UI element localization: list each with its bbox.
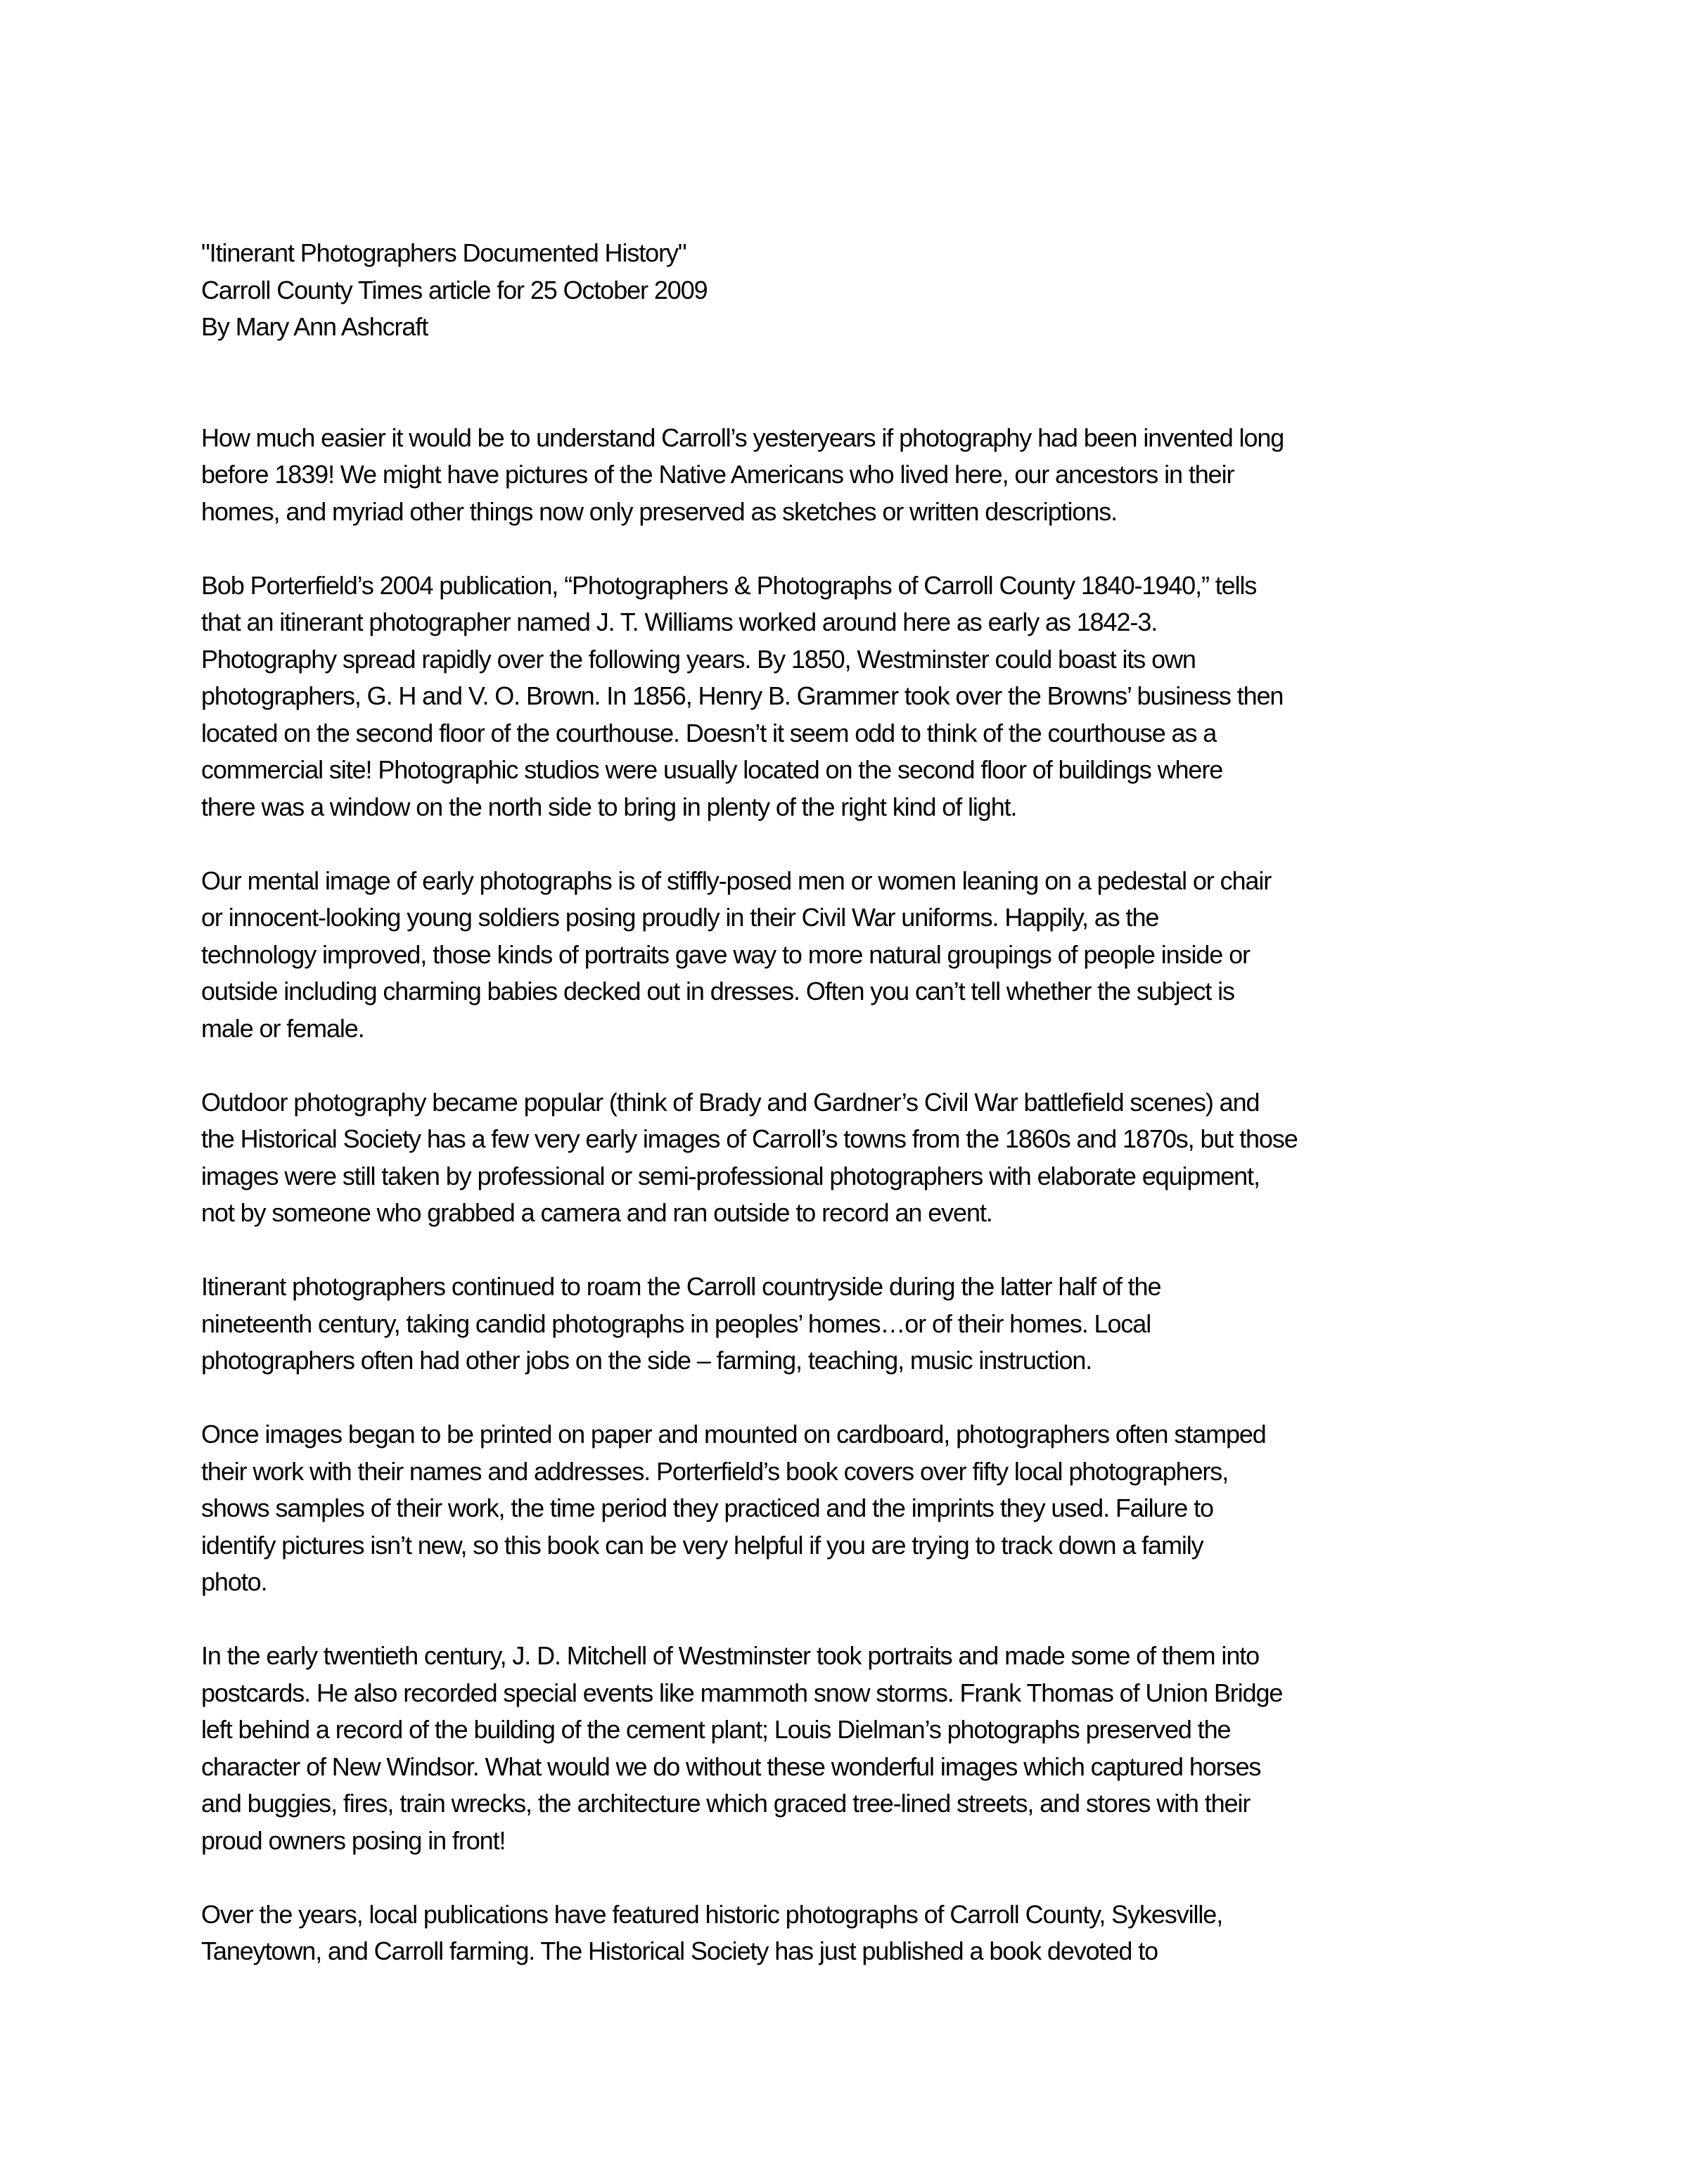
text-line: before 1839! We might have pictures of the Native Americans who lived here, our ancestors in their [201,460,1234,489]
text-line: male or female. [201,1013,364,1043]
text-line: postcards. He also recorded special events like mammoth snow storms. Frank Thomas of Union Bridge [201,1678,1283,1707]
text-line: or innocent-looking young soldiers posing proudly in their Civil War uniforms. Happily, as the [201,903,1159,932]
paragraph-2 [201,567,1523,826]
text-line: there was a window on the north side to bring in plenty of the right kind of light. [201,792,1017,821]
spacer [201,1859,1523,1896]
spacer [201,530,1523,567]
text-line: homes, and myriad other things now only preserved as sketches or written descriptions. [201,496,1118,526]
byline: By Mary Ann Ashcraft [201,312,428,341]
spacer [201,1380,1523,1417]
text-line: photographers often had other jobs on the side – farming, teaching, music instruction. [201,1346,1092,1375]
text-line: left behind a record of the building of the cement plant; Louis Dielman’s photographs preserved the [201,1715,1231,1744]
text-line: Itinerant photographers continued to roam the Carroll countryside during the latter half of the [201,1272,1161,1301]
publication-line: Carroll County Times article for 25 October 2009 [201,275,708,304]
paragraph-8 [201,1896,1523,1970]
spacer [201,1232,1523,1269]
article-title: "Itinerant Photographers Documented History" [201,238,686,267]
spacer [201,346,1523,420]
text-line: Bob Porterfield’s 2004 publication, “Photographers & Photographs of Carroll County 1840-1940,” tells [201,570,1257,600]
text-line: Over the years, local publications have featured historic photographs of Carroll County, Sykesville, [201,1899,1223,1929]
text-line: In the early twentieth century, J. D. Mitchell of Westminster took portraits and made some of them into [201,1641,1260,1670]
text-line: Outdoor photography became popular (think of Brady and Gardner’s Civil War battlefield scenes) and [201,1087,1260,1117]
spacer [201,826,1523,863]
text-line: How much easier it would be to understand Carroll’s yesteryears if photography had been invented long [201,423,1284,452]
text-line: Our mental image of early photographs is of stiffly-posed men or women leaning on a pedestal or chair [201,866,1272,895]
text-line: the Historical Society has a few very early images of Carroll’s towns from the 1860s and 1870s, but those [201,1124,1298,1153]
text-line: shows samples of their work, the time period they practiced and the imprints they used. Failure to [201,1494,1213,1522]
text-line: located on the second floor of the courthouse. Doesn’t it seem odd to think of the courthouse as a [201,718,1217,747]
text-line: Once images began to be printed on paper and mounted on cardboard, photographers often stamped [201,1420,1266,1448]
paragraph-7 [201,1638,1523,1859]
paragraph-3 [201,863,1523,1048]
article-header [201,235,1523,346]
text-line: Photography spread rapidly over the following years. By 1850, Westminster could boast its own [201,644,1196,674]
text-line: and buggies, fires, train wrecks, the architecture which graced tree-lined streets, and stores with their [201,1789,1251,1818]
text-line: technology improved, those kinds of portraits gave way to more natural groupings of people inside or [201,939,1250,969]
text-line: outside including charming babies decked out in dresses. Often you can’t tell whether the subject is [201,977,1234,1006]
text-line: that an itinerant photographer named J. T. Williams worked around here as early as 1842-3. [201,608,1158,636]
text-line: images were still taken by professional or semi-professional photographers with elaborate equipment, [201,1161,1260,1190]
text-line: their work with their names and addresses. Porterfield’s book covers over fifty local photographers, [201,1456,1229,1486]
text-line: nineteenth century, taking candid photographs in peoples’ homes…or of their homes. Local [201,1309,1151,1338]
paragraph-5 [201,1268,1523,1380]
paragraph-6 [201,1416,1523,1601]
text-line: proud owners posing in front! [201,1825,506,1855]
paragraph-1 [201,420,1523,531]
spacer [201,1601,1523,1638]
text-line: photo. [201,1567,267,1596]
text-line: Taneytown, and Carroll farming. The Historical Society has just published a book devoted to [201,1936,1158,1965]
spacer [201,1047,1523,1084]
text-line: commercial site! Photographic studios were usually located on the second floor of buildings where [201,755,1223,784]
text-line: photographers, G. H and V. O. Brown. In 1856, Henry B. Grammer took over the Browns’ business then [201,681,1284,710]
text-line: identify pictures isn’t new, so this book can be very helpful if you are trying to track down a family [201,1530,1203,1560]
paragraph-4 [201,1084,1523,1232]
text-line: not by someone who grabbed a camera and ran outside to record an event. [201,1198,992,1227]
document-body [201,235,1523,1970]
text-line: character of New Windsor. What would we do without these wonderful images which captured horses [201,1752,1261,1781]
